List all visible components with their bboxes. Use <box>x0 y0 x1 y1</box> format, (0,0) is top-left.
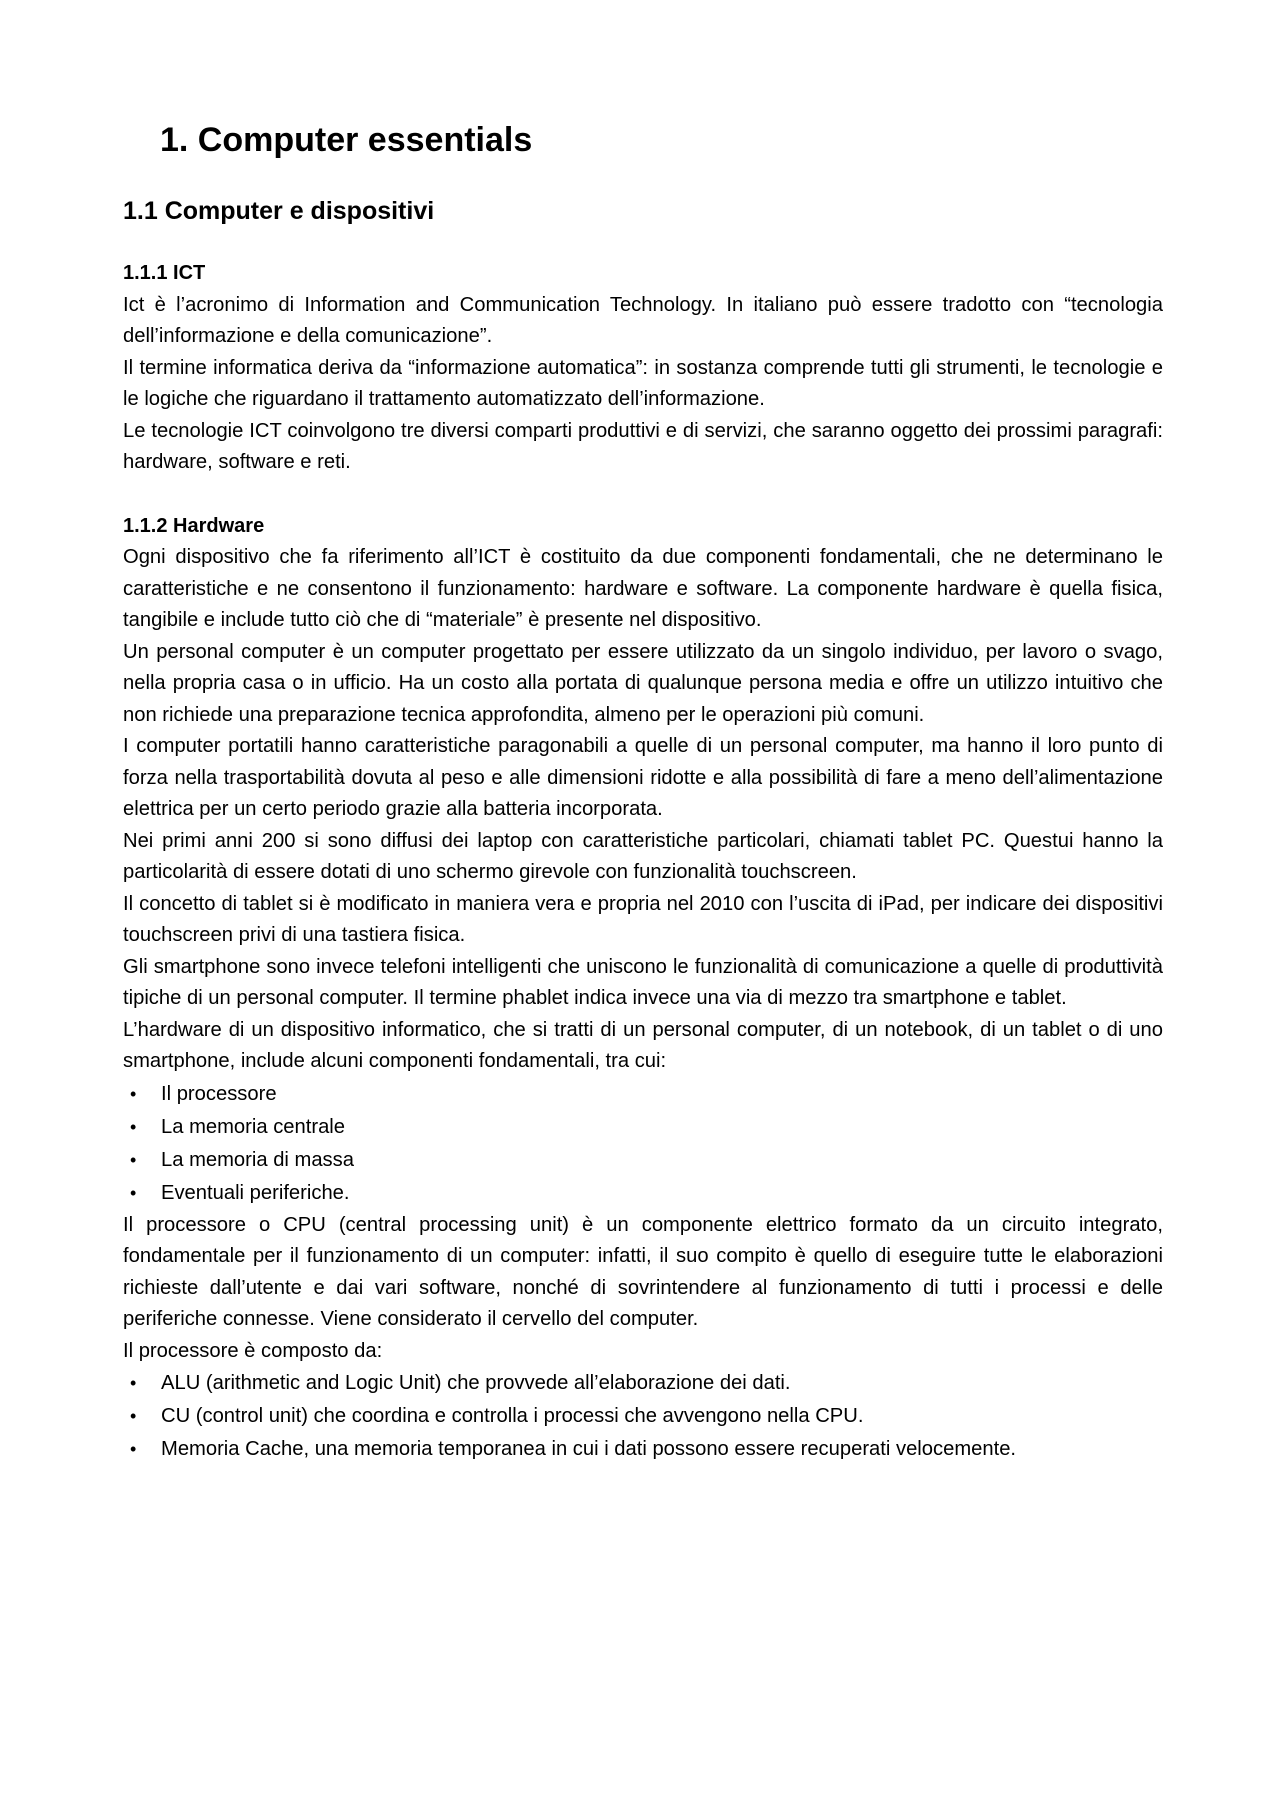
paragraph: Un personal computer è un computer progettato per essere utilizzato da un singolo individuo, per lavoro o svago, nella propria casa o in ufficio. Ha un costo alla portata di qualunque persona media e offre un utilizzo intuitivo che non richiede una preparazione tecnica approfondita, almeno per le operazioni più comuni. <box>123 640 1163 726</box>
paragraph: Il concetto di tablet si è modificato in maniera vera e propria nel 2010 con l’uscita di iPad, per indicare dei dispositivi touchscreen privi di una tastiera fisica. <box>123 892 1163 946</box>
list-item-text: Eventuali periferiche. <box>161 1181 350 1204</box>
paragraph: Gli smartphone sono invece telefoni intelligenti che uniscono le funzionalità di comunicazione a quelle di produttività tipiche di un personal computer. Il termine phablet indica invece una via di mezzo tra smartphone e tablet. <box>123 955 1163 1009</box>
bullet-icon: • <box>130 1373 137 1393</box>
bullet-icon: • <box>130 1116 137 1137</box>
list-item-text: ALU (arithmetic and Logic Unit) che provvede all’elaborazione dei dati. <box>161 1372 791 1394</box>
paragraph: Il termine informatica deriva da “informazione automatica”: in sostanza comprende tutti gli strumenti, le tecnologie e le logiche che riguardano il trattamento automatizzato dell’informazione. <box>123 356 1163 410</box>
list-item-text: La memoria di massa <box>161 1148 354 1171</box>
bullet-icon: • <box>130 1149 137 1170</box>
subsection-ict <box>123 258 1163 479</box>
bullet-icon: • <box>130 1083 137 1104</box>
list-item <box>123 1367 1163 1400</box>
list-item <box>123 1078 1163 1111</box>
paragraph: Il processore è composto da: <box>123 1339 383 1362</box>
paragraph: Nei primi anni 200 si sono diffusi dei laptop con caratteristiche particolari, chiamati tablet PC. Questui hanno la particolarità di essere dotati di uno schermo girevole con funzionalità touchscreen. <box>123 829 1163 883</box>
bullet-icon: • <box>130 1406 137 1426</box>
list-item <box>123 1144 1163 1177</box>
paragraph: Ogni dispositivo che fa riferimento all’ICT è costituito da due componenti fondamentali, che ne determinano le caratteristiche e ne consentono il funzionamento: hardware e software. La componente hardware è quella fisica, tangibile e include tutto ciò che di “materiale” è presente nel dispositivo. <box>123 546 1163 631</box>
list-item-text: La memoria centrale <box>161 1115 346 1138</box>
list-item-text: CU (control unit) che coordina e controlla i processi che avvengono nella CPU. <box>161 1405 864 1427</box>
chapter-title: 1. Computer essentials <box>160 121 533 159</box>
paragraph: Le tecnologie ICT coinvolgono tre diversi comparti produttivi e di servizi, che saranno oggetto dei prossimi paragrafi: hardware, software e reti. <box>123 419 1163 473</box>
list-item <box>123 1433 1163 1466</box>
list-item-text: Il processore <box>161 1082 277 1105</box>
subsection-hardware <box>123 511 1163 1467</box>
list-item <box>123 1400 1163 1433</box>
bullet-icon: • <box>130 1439 137 1459</box>
paragraph: Il processore o CPU (central processing unit) è un componente elettrico formato da un circuito integrato, fondamentale per il funzionamento di un computer: infatti, il suo compito è quello di eseguire tutte le elaborazioni richieste dall’utente e dai vari software, nonché di sovrintendere al funzionamento di tutti i processi e delle periferiche connesse. Viene considerato il cervello del computer. <box>123 1213 1163 1330</box>
list-item <box>123 1111 1163 1144</box>
document-page <box>123 118 1163 1466</box>
paragraph: I computer portatili hanno caratteristiche paragonabili a quelle di un personal computer, ma hanno il loro punto di forza nella trasportabilità dovuta al peso e alle dimensioni ridotte e alla possibilità di fare a meno dell’alimentazione elettrica per un certo periodo grazie alla batteria incorporata. <box>123 735 1163 820</box>
bullet-icon: • <box>130 1182 137 1203</box>
paragraph: Ict è l’acronimo di Information and Communication Technology. In italiano può essere tradotto con “tecnologia dell’informazione e della comunicazione”. <box>123 293 1163 347</box>
section-heading: 1.1 Computer e dispositivi <box>123 197 435 225</box>
subsection-heading: 1.1.1 ICT <box>123 262 206 284</box>
list-item <box>123 1177 1163 1210</box>
list-item-text: Memoria Cache, una memoria temporanea in cui i dati possono essere recuperati velocemente. <box>161 1438 1017 1460</box>
subsection-heading: 1.1.2 Hardware <box>123 514 265 537</box>
processor-list <box>123 1367 1163 1466</box>
paragraph: L’hardware di un dispositivo informatico, che si tratti di un personal computer, di un notebook, di un tablet o di uno smartphone, include alcuni componenti fondamentali, tra cui: <box>123 1018 1163 1072</box>
components-list <box>123 1078 1163 1210</box>
